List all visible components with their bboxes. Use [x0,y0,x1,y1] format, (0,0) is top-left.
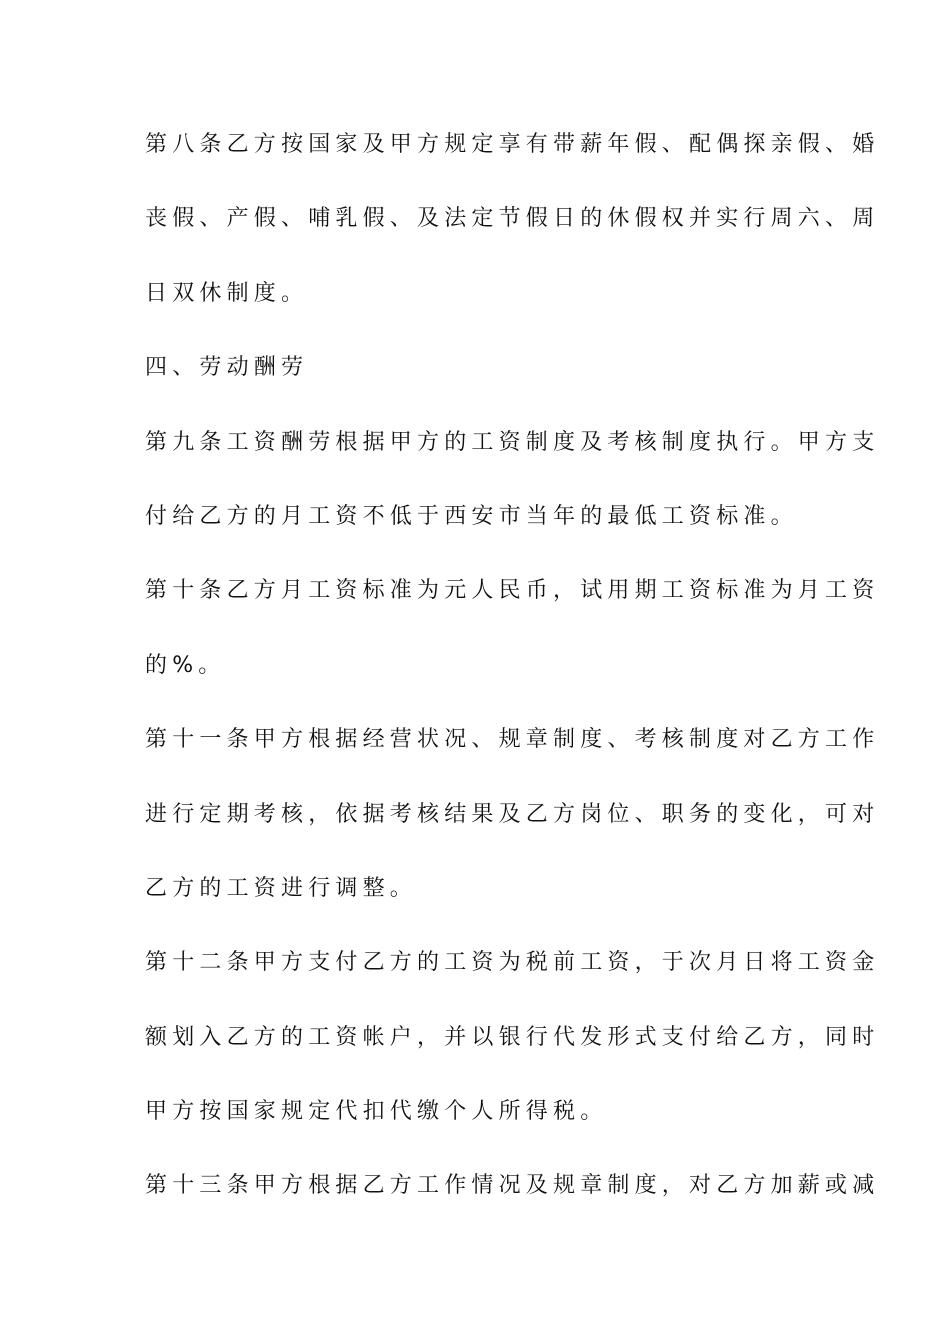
text-line: 第八条乙方按国家及甲方规定享有带薪年假、配偶探亲假、婚 [145,132,880,157]
text-line: 第十条乙方月工资标准为元人民币，试用期工资标准为月工资 [145,578,880,604]
text-line: 第十二条甲方支付乙方的工资为税前工资，于次月日将工资金 [145,950,880,976]
section-heading: 四、劳动酬劳 [145,355,309,381]
document-body [145,130,880,1246]
text-line: 甲方按国家规定代扣代缴个人所得税。 [145,1099,608,1125]
text-line: 乙方的工资进行调整。 [145,875,418,901]
text-line: 日双休制度。 [145,280,309,306]
text-line: 的%。 [145,652,226,678]
text-line: 第十三条甲方根据乙方工作情况及规章制度，对乙方加薪或减 [145,1173,880,1199]
text-line: 进行定期考核，依据考核结果及乙方岗位、职务的变化，可对 [145,801,880,827]
text-line: 第十一条甲方根据经营状况、规章制度、考核制度对乙方工作 [145,727,880,753]
text-line: 额划入乙方的工资帐户，并以银行代发形式支付给乙方，同时 [145,1024,880,1050]
text-line: 第九条工资酬劳根据甲方的工资制度及考核制度执行。甲方支 [145,429,880,455]
text-line: 丧假、产假、哺乳假、及法定节假日的休假权并实行周六、周 [145,206,880,232]
text-line: 付给乙方的月工资不低于西安市当年的最低工资标准。 [145,503,798,529]
